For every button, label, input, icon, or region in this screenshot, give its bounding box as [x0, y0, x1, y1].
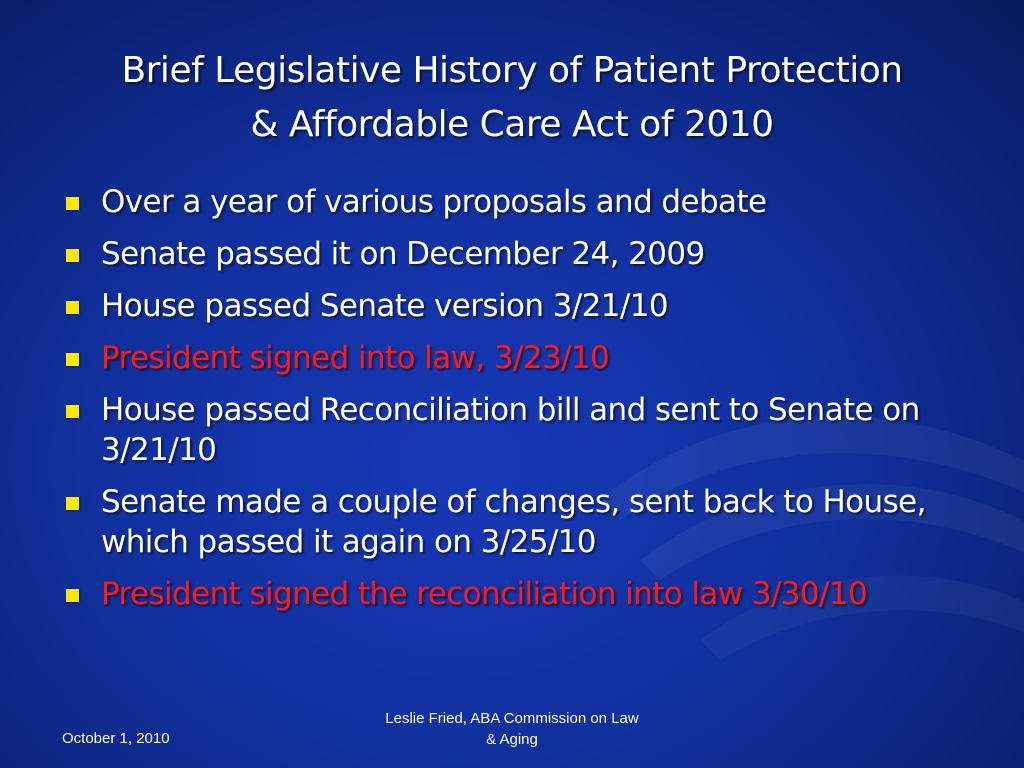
square-bullet-icon [66, 197, 79, 210]
slide-title-line-2: & Affordable Care Act of 2010 [250, 104, 774, 145]
slide-title-line-1: Brief Legislative History of Patient Protection [121, 50, 903, 91]
bullet-item [58, 286, 958, 326]
square-bullet-icon [66, 353, 79, 366]
bullet-text: President signed into law, 3/23/10 [101, 340, 610, 376]
bullet-item [58, 234, 958, 274]
footer-presenter-line-1: Leslie Fried, ABA Commission on Law [385, 710, 639, 727]
bullet-text: Senate made a couple of changes, sent back to House, which passed it again on 3/25/10 [101, 484, 926, 560]
bullet-item-highlight [58, 338, 958, 378]
slide-title [30, 44, 994, 152]
bullet-item [58, 182, 958, 222]
square-bullet-icon [66, 249, 79, 262]
square-bullet-icon [66, 301, 79, 314]
bullet-text: President signed the reconciliation into law 3/30/10 [101, 576, 868, 612]
bullet-text: Senate passed it on December 24, 2009 [101, 236, 705, 272]
bullet-list [58, 182, 958, 626]
bullet-text: House passed Senate version 3/21/10 [101, 288, 668, 324]
footer-presenter [352, 708, 672, 750]
square-bullet-icon [66, 589, 79, 602]
bullet-text: House passed Reconciliation bill and sent to Senate on 3/21/10 [101, 392, 920, 468]
bullet-text: Over a year of various proposals and debate [101, 184, 767, 220]
square-bullet-icon [66, 405, 79, 418]
square-bullet-icon [66, 497, 79, 510]
footer-date: October 1, 2010 [62, 730, 170, 747]
bullet-item [58, 482, 958, 562]
bullet-item [58, 390, 958, 470]
footer-presenter-line-2: & Aging [486, 731, 538, 748]
bullet-item-highlight [58, 574, 958, 614]
